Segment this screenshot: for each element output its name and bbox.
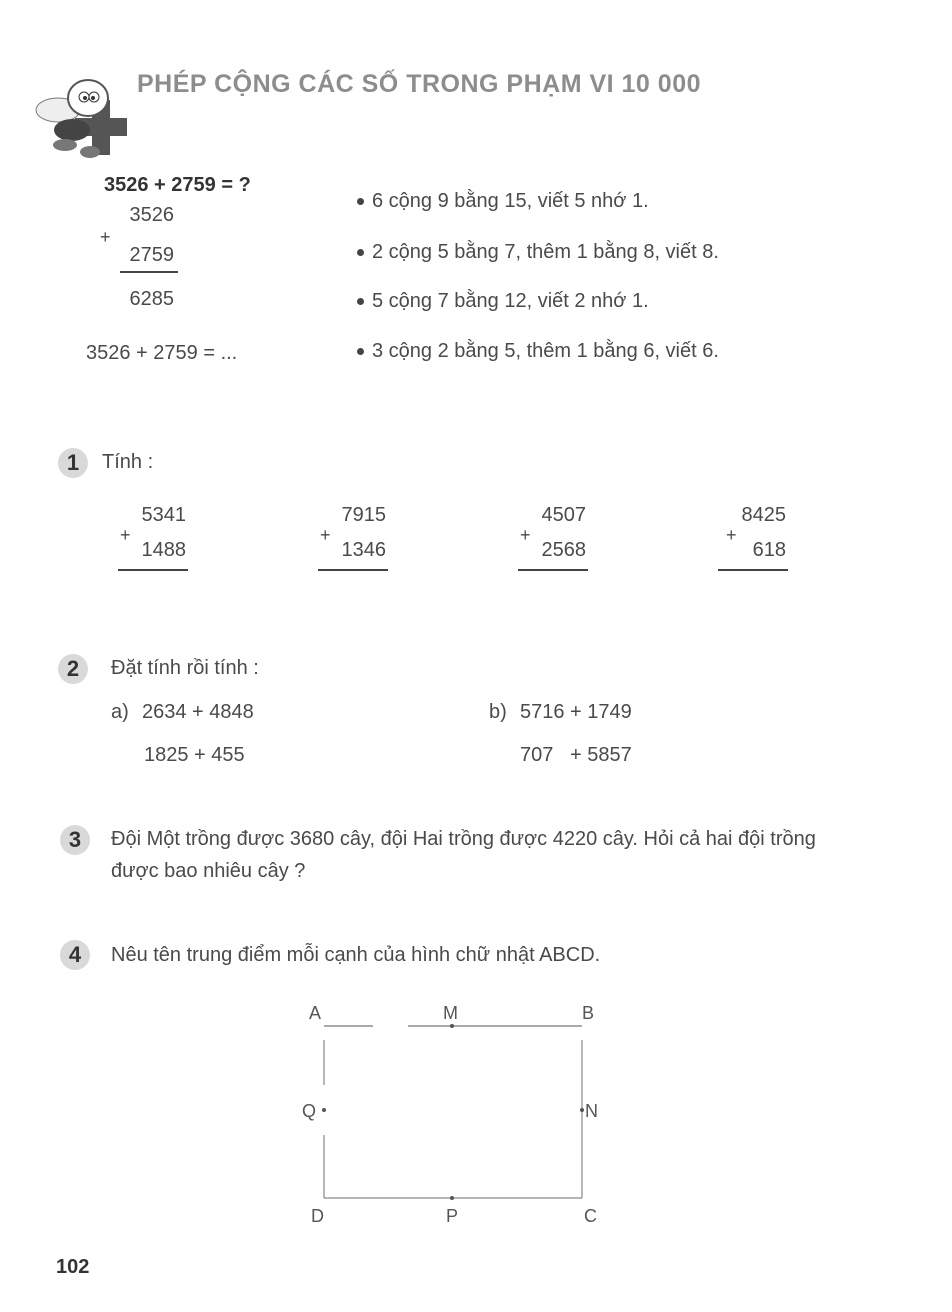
- example-top: 3526: [129, 204, 174, 226]
- example-plus: +: [100, 227, 111, 247]
- example-bottom: 2759: [129, 244, 174, 266]
- step-2: 2 cộng 5 bằng 7, thêm 1 bằng 8, viết 8.: [357, 241, 719, 264]
- bullet-icon: [357, 249, 364, 256]
- label-p: P: [446, 1206, 459, 1226]
- ex1-p4-rule: [718, 569, 788, 571]
- exercise-3-line-2: được bao nhiêu cây ?: [111, 860, 306, 882]
- label-d: D: [311, 1206, 324, 1226]
- exercise-4-label: Nêu tên trung điểm mỗi cạnh của hình chữ nhật ABCD.: [111, 944, 601, 966]
- label-n: N: [585, 1101, 598, 1121]
- step-3: 5 cộng 7 bằng 12, viết 2 nhớ 1.: [357, 290, 649, 313]
- ex2-a-label: a): [111, 701, 129, 723]
- point-q-dot: [322, 1108, 326, 1112]
- exercise-4-number: 4: [60, 940, 90, 970]
- ex1-p4-bottom: 618: [752, 539, 786, 561]
- exercise-1-label: Tính :: [102, 451, 154, 473]
- exercise-3-line-1: Đội Một trồng được 3680 cây, đội Hai trồng được 4220 cây. Hỏi cả hai đội trồng: [111, 828, 816, 850]
- example-rule: [120, 271, 178, 273]
- point-m-dot: [450, 1024, 454, 1028]
- bee-mascot-icon: [30, 70, 130, 165]
- page-number: 102: [56, 1256, 90, 1278]
- ex1-p3-bottom: 2568: [541, 539, 586, 561]
- ex2-b1: 5716 + 1749: [520, 701, 632, 723]
- exercise-1-number: 1: [58, 448, 88, 478]
- ex1-p1-top: 5341: [141, 504, 186, 526]
- label-q: Q: [302, 1101, 317, 1121]
- step-1: 6 cộng 9 bằng 15, viết 5 nhớ 1.: [357, 190, 649, 213]
- bullet-icon: [357, 298, 364, 305]
- ex1-p1-rule: [118, 569, 188, 571]
- label-m: M: [443, 1003, 458, 1023]
- ex1-p1-plus: +: [120, 525, 131, 545]
- bullet-icon: [357, 348, 364, 355]
- ex2-b-label: b): [489, 701, 507, 723]
- ex2-a2: 1825 + 455: [144, 744, 245, 766]
- exercise-2-number: 2: [58, 654, 88, 684]
- example-result: 6285: [129, 288, 174, 310]
- ex1-p3-rule: [518, 569, 588, 571]
- step-4: 3 cộng 2 bằng 5, thêm 1 bằng 6, viết 6.: [357, 340, 719, 363]
- ex2-b2: 707 + 5857: [520, 744, 632, 766]
- point-p-dot: [450, 1196, 454, 1200]
- example-question: 3526 + 2759 = ?: [104, 174, 251, 196]
- label-b: B: [582, 1003, 595, 1023]
- rectangle-abcd-diagram: [300, 1000, 620, 1240]
- label-a: A: [309, 1003, 322, 1023]
- ex2-a1: 2634 + 4848: [142, 701, 254, 723]
- label-c: C: [584, 1206, 597, 1226]
- bullet-icon: [357, 198, 364, 205]
- ex1-p2-rule: [318, 569, 388, 571]
- ex1-p2-top: 7915: [341, 504, 386, 526]
- page-title: PHÉP CỘNG CÁC SỐ TRONG PHẠM VI 10 000: [137, 70, 701, 98]
- exercise-2-label: Đặt tính rồi tính :: [111, 657, 259, 679]
- point-n-dot: [580, 1108, 584, 1112]
- ex1-p3-top: 4507: [541, 504, 586, 526]
- ex1-p4-top: 8425: [741, 504, 786, 526]
- ex1-p2-plus: +: [320, 525, 331, 545]
- exercise-3-number: 3: [60, 825, 90, 855]
- ex1-p3-plus: +: [520, 525, 531, 545]
- example-line-expr: 3526 + 2759 = ...: [86, 342, 238, 364]
- ex1-p4-plus: +: [726, 525, 737, 545]
- ex1-p1-bottom: 1488: [141, 539, 186, 561]
- ex1-p2-bottom: 1346: [341, 539, 386, 561]
